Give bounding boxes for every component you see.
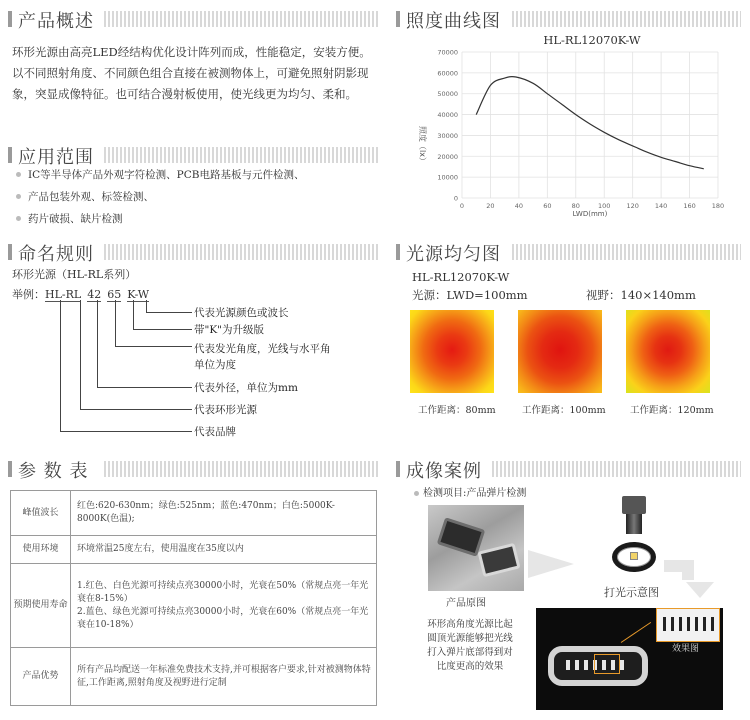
naming-desc-angle: 代表发光角度，光线与水平角 [194, 343, 331, 355]
x-tick-label: 100 [598, 202, 611, 210]
params-title: 参 数 表 [18, 457, 92, 483]
result-image [536, 608, 723, 710]
uniformity-model: HL-RL12070K-W [412, 270, 510, 284]
table-row [11, 536, 377, 564]
result-highlight-box [594, 654, 620, 674]
x-tick-label: 120 [626, 202, 639, 210]
y-tick-label: 30000 [437, 131, 458, 140]
param-value: 红色:620-630nm；绿色:525nm；蓝色:470nm；白色:5000K-8000K(色温); [71, 491, 377, 536]
y-tick-label: 60000 [437, 69, 458, 78]
param-key: 使用环境 [11, 536, 71, 564]
naming-desc-color: 代表光源颜色或波长 [194, 307, 289, 319]
param-value: 1.红色、白色光源可持续点亮30000小时，光衰在50%（常规点亮一年光衰在8-15%） 2.蓝色、绿色光源可持续点亮30000小时，光衰在60%（常规点亮一年光衰在10-18%） [71, 564, 377, 648]
chart-title: HL-RL12070K-W [543, 34, 641, 47]
curve-heading [396, 7, 741, 31]
curve-series-line [476, 77, 704, 169]
part-diameter: 65 [107, 288, 122, 301]
x-tick-label: 180 [711, 202, 725, 210]
table-row [11, 564, 377, 648]
overview-text: 环形光源由高亮LED经结构优化设计阵列而成，性能稳定，安装方便。以不同照射角度、不同颜色组合直接在被测物体上，可避免照射阴影现象，突显成像特征。也可结合漫射板使用，使光线更为均匀、柔和。 [12, 45, 371, 101]
uniformity-caption-80: 工作距离：80mm [418, 405, 496, 416]
param-value: 环境常温25度左右，使用温度在35度以内 [71, 536, 377, 564]
x-tick-label: 0 [459, 202, 465, 210]
list-item: IC等半导体产品外观字符检测、PCB电路基板与元件检测、 [16, 164, 376, 186]
x-tick-label: 140 [654, 202, 668, 210]
cases-heading [396, 457, 741, 481]
chart-xlabel: LWD(mm) [572, 210, 608, 218]
part-brand-series: HL-RL [45, 288, 82, 301]
naming-desc-upgrade: 带"K"为升级版 [194, 324, 265, 336]
uniformity-map-80 [410, 310, 494, 393]
naming-desc-angle-unit: 单位为度 [194, 359, 236, 371]
y-tick-label: 20000 [437, 152, 458, 161]
uniformity-fov: 视野：140×140mm [586, 288, 696, 302]
application-list [16, 164, 376, 230]
naming-series: 环形光源（HL-RL系列） [12, 268, 137, 281]
illuminance-chart-svg [400, 34, 740, 224]
y-tick-label: 10000 [437, 173, 458, 182]
inset-pins [663, 617, 715, 631]
naming-title: 命名规则 [18, 240, 98, 266]
x-tick-label: 160 [683, 202, 696, 210]
uniformity-title: 光源均匀图 [406, 240, 505, 266]
uniformity-caption-100: 工作距离：100mm [522, 405, 606, 416]
connector-image [477, 543, 520, 577]
result-caption: 效果图 [672, 644, 700, 654]
arrow-down-icon [686, 582, 714, 598]
bullet-icon [414, 491, 419, 496]
example-prefix: 举例： [12, 288, 45, 301]
param-key: 预期使用寿命 [11, 564, 71, 648]
illuminance-chart [400, 34, 740, 224]
case-description: 环形高角度光源比起圆顶光源能够把光线打入弹片底部得到对比度更高的效果 [427, 619, 513, 672]
list-item: 产品包装外观、标签检测、 [16, 186, 376, 208]
arrow-right-icon [528, 550, 574, 578]
part-color: K-W [127, 288, 150, 301]
product-photo-caption: 产品原图 [446, 598, 486, 609]
y-tick-label: 70000 [437, 48, 458, 57]
overview-heading [8, 7, 378, 31]
naming-desc-diameter: 代表外径，单位为mm [194, 382, 298, 394]
product-photo [428, 505, 524, 591]
arrow-down-icon [664, 560, 694, 580]
naming-desc-ring: 代表环形光源 [194, 404, 257, 416]
uniformity-caption-120: 工作距离：120mm [630, 405, 714, 416]
table-row [11, 491, 377, 536]
params-heading [8, 457, 378, 481]
y-tick-label: 50000 [437, 90, 458, 99]
list-item: 药片破损、缺片检测 [16, 208, 376, 230]
overview-title: 产品概述 [18, 7, 98, 33]
x-tick-label: 20 [486, 202, 495, 210]
light-diagram-caption: 打光示意图 [604, 586, 659, 599]
uniformity-map-120 [626, 310, 710, 393]
curve-title: 照度曲线图 [406, 7, 505, 33]
naming-heading [8, 240, 378, 264]
y-tick-label: 40000 [437, 111, 458, 120]
params-table [10, 490, 377, 706]
y-tick-label: 0 [453, 194, 458, 203]
part-angle: 42 [87, 288, 102, 301]
cases-title: 成像案例 [406, 457, 486, 483]
leader-line [60, 300, 192, 432]
table-row [11, 648, 377, 706]
uniformity-source: 光源：LWD=100mm [412, 288, 528, 302]
uniformity-map-100 [518, 310, 602, 393]
param-value: 所有产品均配送一年标准免费技术支持,并可根据客户要求,针对被测物体特征,工作距离,照射角度及视野进行定制 [71, 648, 377, 706]
camera-icon [622, 496, 646, 514]
param-key: 峰值波长 [11, 491, 71, 536]
chart-ylabel: 照度（lx） [418, 126, 427, 165]
x-tick-label: 40 [514, 202, 524, 210]
application-title: 应用范围 [18, 143, 98, 169]
lens-icon [626, 514, 642, 534]
case-item: 检测项目:产品弹片检测 [414, 484, 526, 499]
uniformity-heading [396, 240, 741, 264]
x-tick-label: 60 [543, 202, 552, 210]
x-tick-label: 80 [571, 202, 580, 210]
light-beam-icon [630, 552, 638, 560]
param-key: 产品优势 [11, 648, 71, 706]
naming-desc-brand: 代表品牌 [194, 426, 236, 438]
result-inset [656, 608, 720, 642]
